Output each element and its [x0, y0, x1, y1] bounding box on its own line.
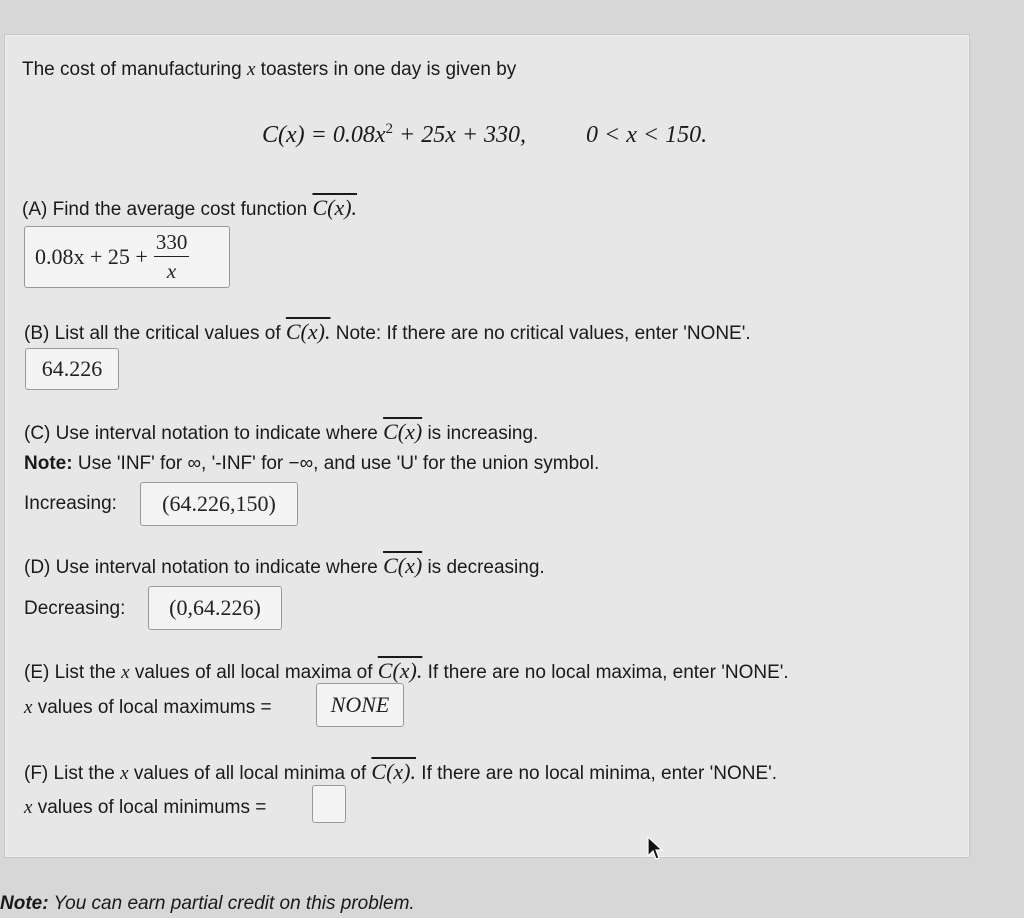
decreasing-label: Decreasing:	[24, 598, 126, 619]
problem-intro	[22, 58, 516, 82]
part-c-text: (C) Use interval notation to indicate where	[24, 423, 378, 444]
answer-box-a[interactable]	[24, 226, 230, 288]
part-f-var: x	[120, 763, 129, 784]
answer-a-lead: 0.08x + 25 +	[35, 244, 148, 269]
formula-lhs: C(x) = 0.08x	[262, 122, 386, 148]
part-e-prompt	[24, 659, 789, 685]
local-max-value: NONE	[330, 692, 390, 717]
problem-panel	[4, 34, 970, 858]
increasing-label: Increasing:	[24, 493, 117, 514]
part-c-prompt	[24, 420, 538, 446]
answer-b-value: 64.226	[41, 356, 103, 381]
local-min-label-var: x	[24, 797, 33, 818]
part-f-note: If there are no local minima, enter 'NONE'.	[421, 763, 778, 784]
partial-credit-note	[0, 892, 415, 916]
local-max-label-text: values of local maximums =	[37, 697, 272, 718]
increasing-input[interactable]	[140, 482, 298, 526]
part-f-text: (F) List the	[24, 763, 115, 784]
part-e-text-mid: values of all local maxima of	[134, 662, 373, 683]
part-d-text-end: is decreasing.	[427, 557, 545, 578]
part-d-func: C(x)	[383, 553, 423, 578]
intro-variable: x	[246, 59, 256, 80]
part-d-prompt	[24, 554, 545, 580]
part-c-text-end: is increasing.	[427, 423, 539, 444]
local-min-label-text: values of local minimums =	[37, 797, 267, 818]
part-e-var: x	[121, 662, 130, 683]
part-f-text-mid: values of all local minima of	[133, 763, 367, 784]
part-b-text: (B) List all the critical values of	[24, 323, 281, 344]
part-e-text: (E) List the	[24, 662, 116, 683]
intro-rest-text: toasters in one day is given by	[260, 59, 517, 80]
local-max-label	[24, 696, 272, 720]
part-b-note: Note: If there are no critical values, enter 'NONE'.	[335, 323, 751, 344]
local-min-input[interactable]	[312, 785, 346, 823]
local-max-label-var: x	[24, 697, 33, 718]
part-b-func: C(x).	[285, 319, 331, 344]
part-e-func: C(x).	[377, 658, 423, 683]
part-c-note-text: Use 'INF' for ∞, '-INF' for −∞, and use 'U' for the union symbol.	[77, 453, 600, 474]
footer-note-text: You can earn partial credit on this problem.	[53, 893, 415, 914]
part-b-prompt	[24, 320, 751, 346]
mouse-pointer-icon	[646, 836, 664, 862]
decreasing-input[interactable]	[148, 586, 282, 630]
local-min-label	[24, 796, 266, 820]
local-max-input[interactable]	[316, 683, 404, 727]
part-a-func: C(x).	[312, 195, 358, 220]
formula-rhs: + 25x + 330,	[393, 122, 527, 148]
part-f-prompt	[24, 760, 777, 786]
part-d-text: (D) Use interval notation to indicate where	[24, 557, 378, 578]
answer-a-fraction	[154, 231, 190, 283]
part-a-text: (A) Find the average cost function	[22, 199, 308, 220]
formula-exponent: 2	[385, 121, 393, 137]
answer-a-denominator: x	[166, 259, 177, 283]
footer-note-label: Note:	[0, 893, 49, 914]
part-a-prompt	[22, 196, 357, 222]
part-f-func: C(x).	[371, 759, 417, 784]
part-e-note: If there are no local maxima, enter 'NONE'.	[427, 662, 789, 683]
formula-domain: 0 < x < 150.	[586, 122, 708, 148]
intro-text: The cost of manufacturing	[22, 59, 242, 80]
increasing-value: (64.226,150)	[162, 491, 276, 516]
answer-box-b[interactable]	[25, 348, 119, 390]
cost-formula	[262, 114, 707, 150]
part-c-func: C(x)	[383, 419, 423, 444]
part-c-note-label: Note:	[24, 453, 73, 474]
part-c-note	[24, 452, 599, 476]
answer-a-numerator: 330	[154, 231, 190, 257]
decreasing-value: (0,64.226)	[169, 595, 261, 620]
